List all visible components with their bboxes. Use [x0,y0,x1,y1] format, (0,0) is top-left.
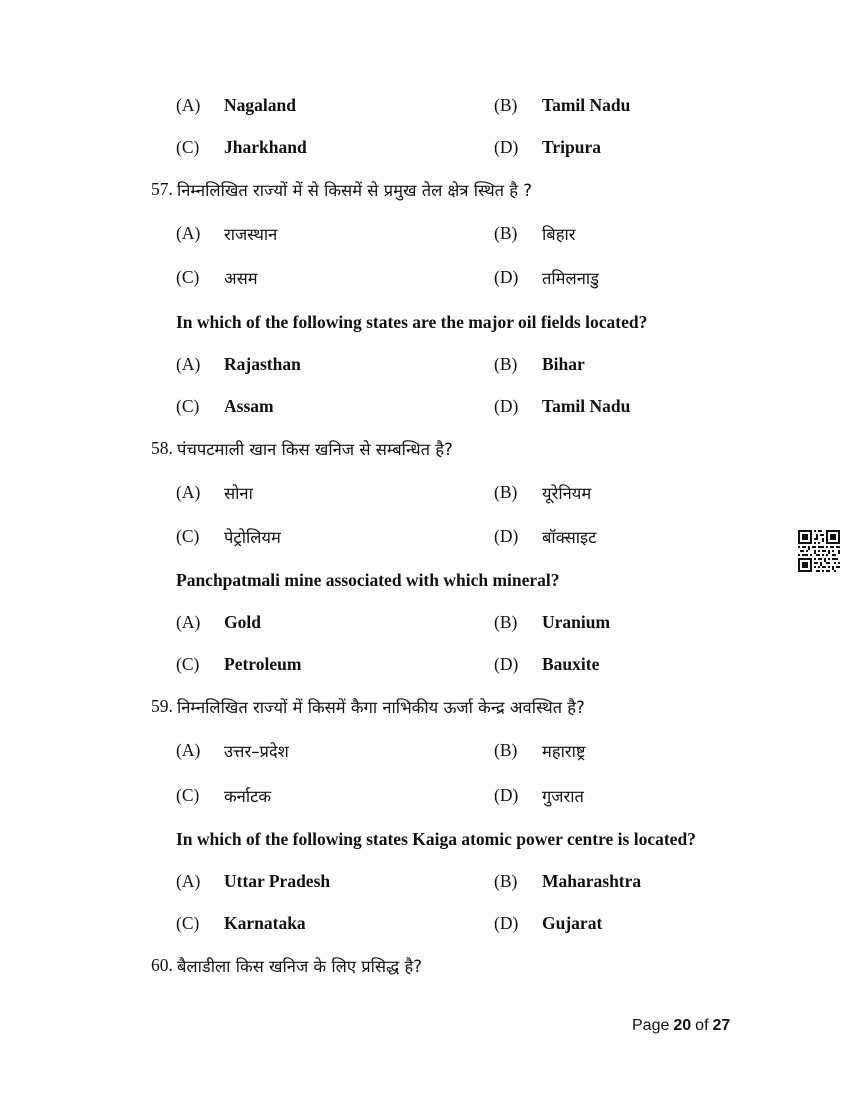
q59-english-options-row-1 [0,867,850,895]
option-label: (B) [494,353,518,374]
option-text-hindi: महाराष्ट्र [542,741,586,761]
option-text: Bauxite [542,653,600,674]
q59-hindi-options-row-1 [0,736,850,764]
option-label: (D) [494,266,519,287]
option-label: (C) [176,525,200,546]
option-text-hindi: कर्नाटक [224,786,272,806]
option-label: (D) [494,525,519,546]
q58-question-hindi [0,434,850,462]
option-label: (C) [176,395,200,416]
q56-options-row-2 [0,133,850,161]
question-number: 59. [151,695,173,716]
q57-english-options-row-1 [0,350,850,378]
q58-english-options-row-1 [0,608,850,636]
option-text: Tamil Nadu [542,94,631,115]
option-text-hindi: असम [224,268,258,288]
option-label: (D) [494,784,519,805]
option-text: Maharashtra [542,870,642,891]
page-of-label: of [695,1017,709,1034]
option-label: (A) [176,222,201,243]
qr-code-icon [798,530,840,572]
q59-question-english [0,825,850,853]
question-text-english: Panchpatmali mine associated with which mineral? [176,569,560,590]
option-text: Tamil Nadu [542,395,631,416]
page-label: Page [632,1017,670,1034]
current-page-number: 20 [673,1017,692,1034]
option-label: (C) [176,653,200,674]
option-text: Uttar Pradesh [224,870,331,891]
option-label: (D) [494,395,519,416]
option-label: (D) [494,912,519,933]
option-text-hindi: बॉक्साइट [542,527,597,547]
option-text-hindi: सोना [224,483,253,503]
option-label: (B) [494,611,518,632]
option-label: (A) [176,611,201,632]
option-label: (A) [176,94,201,115]
option-label: (B) [494,94,518,115]
option-label: (D) [494,136,519,157]
q57-question-hindi [0,175,850,203]
option-label: (B) [494,481,518,502]
option-text: Petroleum [224,653,302,674]
q58-question-english [0,566,850,594]
page-footer [632,1014,730,1038]
question-number: 57. [151,178,173,199]
option-text-hindi: गुजरात [542,786,584,806]
question-text-english: In which of the following states Kaiga atomic power centre is located? [176,828,696,849]
option-text: Bihar [542,353,585,374]
q58-english-options-row-2 [0,650,850,678]
q58-hindi-options-row-1 [0,478,850,506]
option-label: (C) [176,912,200,933]
question-number: 58. [151,437,173,458]
question-text-hindi: पंचपटमाली खान किस खनिज से सम्बन्धित है? [177,439,453,459]
option-text: Gold [224,611,261,632]
q57-question-english [0,308,850,336]
q57-english-options-row-2 [0,392,850,420]
option-text: Nagaland [224,94,296,115]
option-text: Tripura [542,136,601,157]
option-label: (C) [176,784,200,805]
option-label: (B) [494,222,518,243]
option-text: Uranium [542,611,611,632]
total-pages-number: 27 [712,1017,731,1034]
option-label: (A) [176,870,201,891]
q59-hindi-options-row-2 [0,781,850,809]
option-text-hindi: पेट्रोलियम [224,527,281,547]
option-label: (A) [176,353,201,374]
q58-hindi-options-row-2 [0,522,850,550]
option-text-hindi: तमिलनाडु [542,268,599,288]
q59-english-options-row-2 [0,909,850,937]
q57-hindi-options-row-2 [0,263,850,291]
option-text-hindi: उत्तर–प्रदेश [224,741,289,761]
option-text: Gujarat [542,912,603,933]
question-number: 60. [151,954,173,975]
option-text-hindi: बिहार [542,224,576,244]
option-label: (C) [176,136,200,157]
option-label: (B) [494,739,518,760]
option-label: (D) [494,653,519,674]
option-text: Jharkhand [224,136,307,157]
question-text-english: In which of the following states are the major oil fields located? [176,311,648,332]
option-text-hindi: राजस्थान [224,224,278,244]
q60-question-hindi [0,951,850,979]
option-text: Assam [224,395,274,416]
option-text-hindi: यूरेनियम [542,483,592,503]
option-label: (C) [176,266,200,287]
q57-hindi-options-row-1 [0,219,850,247]
question-text-hindi: बैलाडीला किस खनिज के लिए प्रसिद्ध है? [177,956,422,976]
q59-question-hindi [0,692,850,720]
question-text-hindi: निम्नलिखित राज्यों में से किसमें से प्रमुख तेल क्षेत्र स्थित है ? [177,180,533,200]
option-text: Karnataka [224,912,306,933]
option-text: Rajasthan [224,353,301,374]
option-label: (A) [176,481,201,502]
option-label: (B) [494,870,518,891]
option-label: (A) [176,739,201,760]
question-text-hindi: निम्नलिखित राज्यों में किसमें कैगा नाभिकीय ऊर्जा केन्द्र अवस्थित है? [177,697,585,717]
q56-options-row-1 [0,91,850,119]
